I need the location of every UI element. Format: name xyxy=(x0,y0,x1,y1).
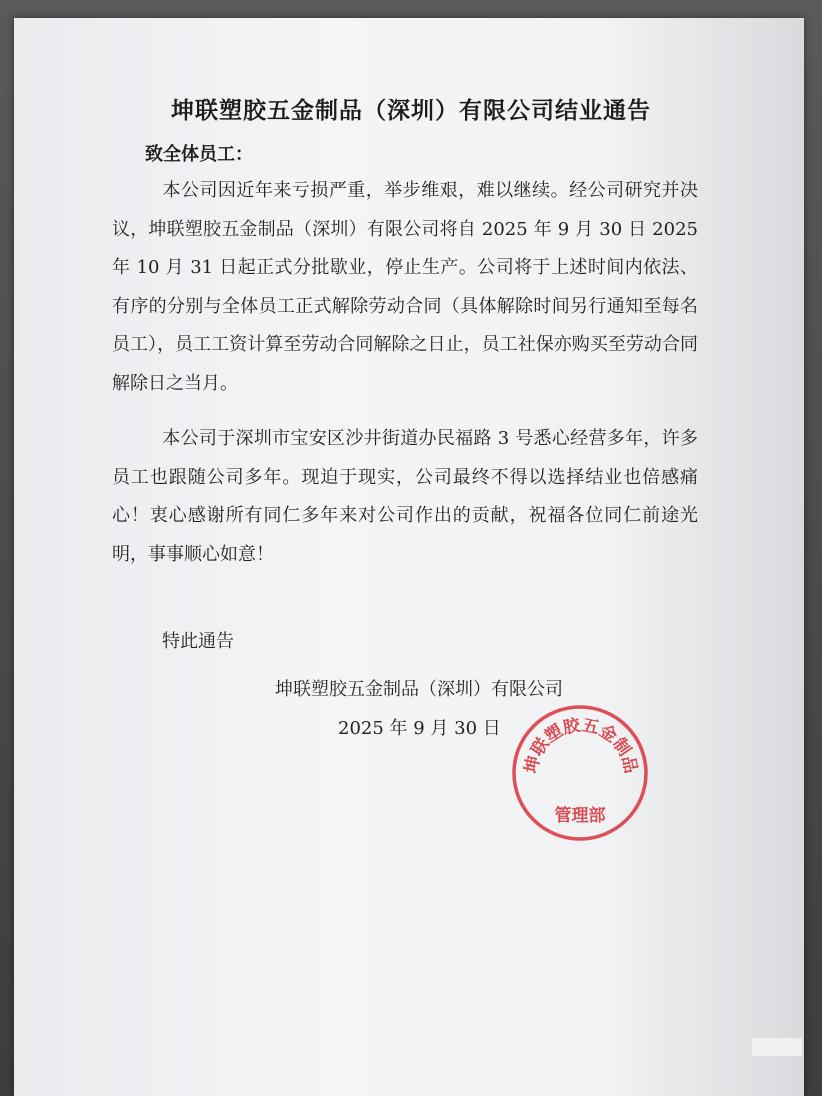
seal-arc-textpath: 坤联塑胶五金制品 xyxy=(521,715,641,776)
salutation: 致全体员工： xyxy=(145,144,253,165)
seal-bottom-text: 管理部 xyxy=(554,806,606,826)
company-signature: 坤联塑胶五金制品（深圳）有限公司 xyxy=(275,679,563,700)
paragraph-1-text: 本公司因近年来亏损严重，举步维艰，难以继续。经公司研究并决议，坤联塑胶五金制品（深圳）有限公司将自 2025 年 9 月 30 日 2025 年 10 月 31 日起正式分批歇业，停止生产。公司将于上述时间内依法、有序的分别与全体员工正式解除劳动合同（具体解除时间另行通知至每名员工），员工工资计算至劳动合同解除之日止，员工社保亦购买至劳动合同解除日之当月。 xyxy=(112,180,698,394)
company-seal-stamp xyxy=(510,703,650,843)
notice-title: 坤联塑胶五金制品（深圳）有限公司结业通告 xyxy=(171,97,651,124)
watermark-blur xyxy=(752,1038,802,1056)
paragraph-2-text: 本公司于深圳市宝安区沙井街道办民福路 3 号悉心经营多年，许多员工也跟随公司多年。现迫于现实，公司最终不得以选择结业也倍感痛心！衷心感谢所有同仁多年来对公司作出的贡献，祝福各位同仁前途光明，事事顺心如意！ xyxy=(112,428,698,565)
paragraph-2 xyxy=(112,420,698,574)
closing-phrase: 特此通告 xyxy=(162,631,234,652)
paragraph-1 xyxy=(112,172,698,404)
notice-date: 2025 年 9 月 30 日 xyxy=(338,718,501,739)
